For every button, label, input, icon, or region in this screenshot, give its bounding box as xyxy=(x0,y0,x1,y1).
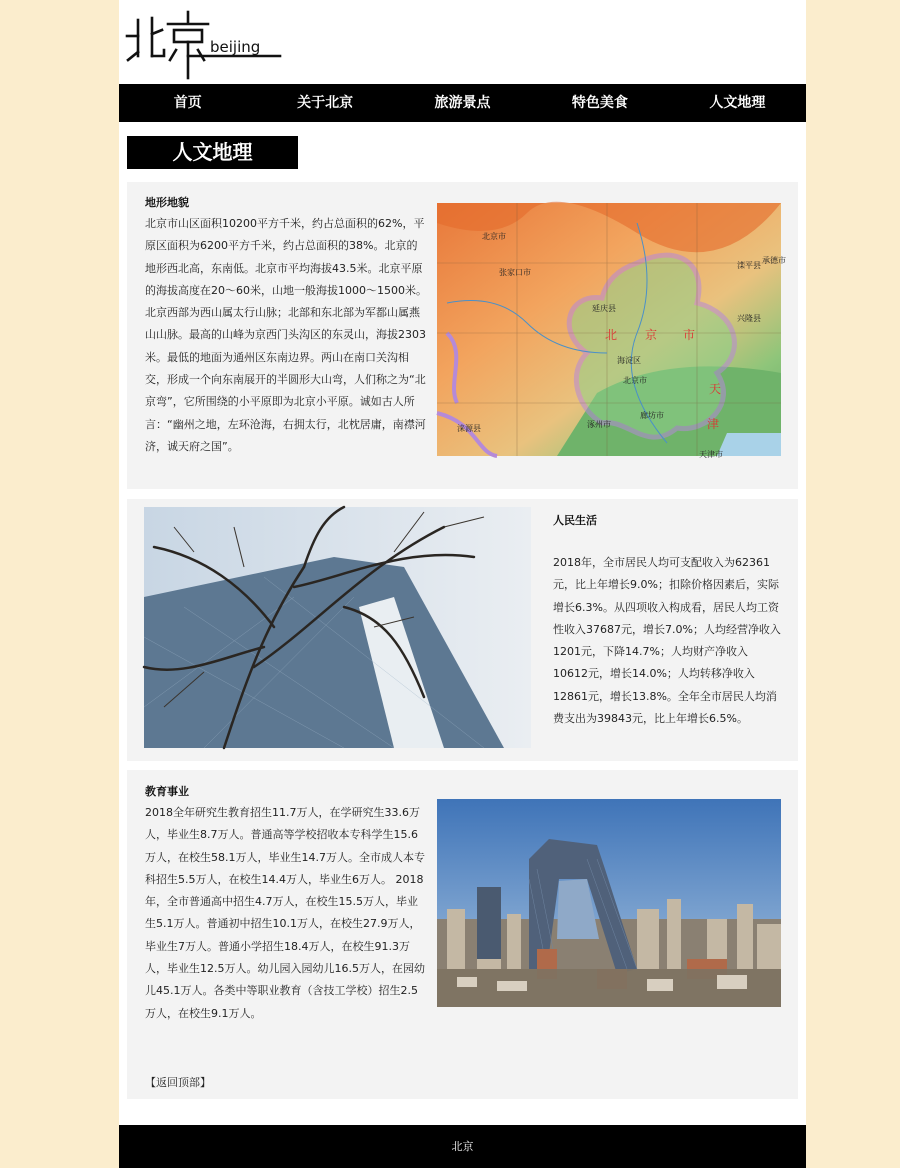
map-label: 张家口市 xyxy=(499,268,531,277)
map-label: 涞源县 xyxy=(457,424,481,433)
map-label: 市 xyxy=(683,328,696,342)
map-label: 廊坊市 xyxy=(640,411,664,420)
back-to-top-link[interactable]: 【返回顶部】 xyxy=(145,1076,211,1089)
page-container xyxy=(119,0,806,1168)
section-terrain xyxy=(127,182,798,489)
section-title: 地形地貌 xyxy=(145,196,189,209)
section-living xyxy=(127,499,798,761)
map-label: 北京市 xyxy=(482,232,506,241)
nav-culture-geography[interactable]: 人文地理 xyxy=(709,95,766,111)
map-label: 海淀区 xyxy=(617,356,641,365)
map-label: 天 xyxy=(709,382,722,396)
terrain-map-image xyxy=(437,203,786,459)
footer: 北京 xyxy=(119,1125,806,1168)
logo-subtext: beijing xyxy=(210,38,261,56)
map-label: 京 xyxy=(645,328,658,342)
map-label: 滦平县 xyxy=(737,261,761,270)
section-title: 人民生活 xyxy=(553,514,597,527)
map-label: 天津市 xyxy=(699,450,723,459)
nav-about[interactable]: 关于北京 xyxy=(297,95,354,111)
nav-home[interactable]: 首页 xyxy=(173,95,202,111)
main-nav xyxy=(119,84,806,122)
map-label: 兴隆县 xyxy=(737,314,761,323)
map-label: 承德市 xyxy=(762,256,786,265)
section-text: 北京市山区面积10200平方千米，约占总面积的62%，平原区面积为6200平方千米，约占总面积的38%。北京的地形西北高，东南低。北京市平均海拔43.5米。北京平原的海拔高度在20～60米，山地一般海拔1000～1500米。北京西部为西山属太行山脉；北部和东北部为军都山属燕山山脉。最高的山峰为京西门头沟区的东灵山，海拔2303米。最低的地面为通州区东南边界。两山在南口关沟相交，形成一个向东南展开的半圆形大山弯，人们称之为“北京弯”，它所围绕的小平原即为北京小平原。诚如古人所言：“幽州之地，左环沧海，右拥太行，北枕居庸，南襟河济，诚天府之国”。 xyxy=(145,217,427,453)
nav-food[interactable]: 特色美食 xyxy=(571,95,628,111)
section-text: 2018全年研究生教育招生11.7万人，在学研究生33.6万人，毕业生8.7万人。普通高等学校招收本专科学生15.6万人，在校生58.1万人，毕业生14.7万人。全市成人本专科招生5.5万人，在校生14.4万人，毕业生6万人。 2018年，全市普通高中招生4.7万人，在校生15.5万人，毕业生5.1万人。普通初中招生10.1万人，在校生27.9万人，毕业生7万人。普通小学招生18.4万人，在校生91.3万人，毕业生12.5万人。幼儿园入园幼儿16.5万人，在园幼儿45.1万人。各类中等职业教育（含技工学校）招生2.5万人，在校生9.1万人。 xyxy=(145,806,425,1020)
map-label: 延庆县 xyxy=(592,304,616,313)
map-label: 涿州市 xyxy=(587,420,611,429)
cctv-skyline-image xyxy=(437,799,781,1007)
page-title: 人文地理 xyxy=(127,136,298,169)
map-label: 津 xyxy=(707,417,720,431)
section-education xyxy=(127,770,798,1099)
section-text: 2018年，全市居民人均可支配收入为62361元，比上年增长9.0%；扣除价格因素后，实际增长6.3%。从四项收入构成看，居民人均工资性收入37687元，增长7.0%；人均经营净收入1201元，下降14.7%；人均财产净收入10612元，增长14.0%；人均转移净收入12861元，增长13.8%。全年全市居民人均消费支出为39843元，比上年增长6.5%。 xyxy=(553,556,781,726)
map-label: 北 xyxy=(605,328,618,342)
beijing-logo[interactable] xyxy=(124,10,284,80)
cctv-tree-image xyxy=(144,507,531,748)
nav-attractions[interactable]: 旅游景点 xyxy=(434,95,491,111)
section-title: 教育事业 xyxy=(145,785,189,798)
map-label: 北京市 xyxy=(623,376,647,385)
